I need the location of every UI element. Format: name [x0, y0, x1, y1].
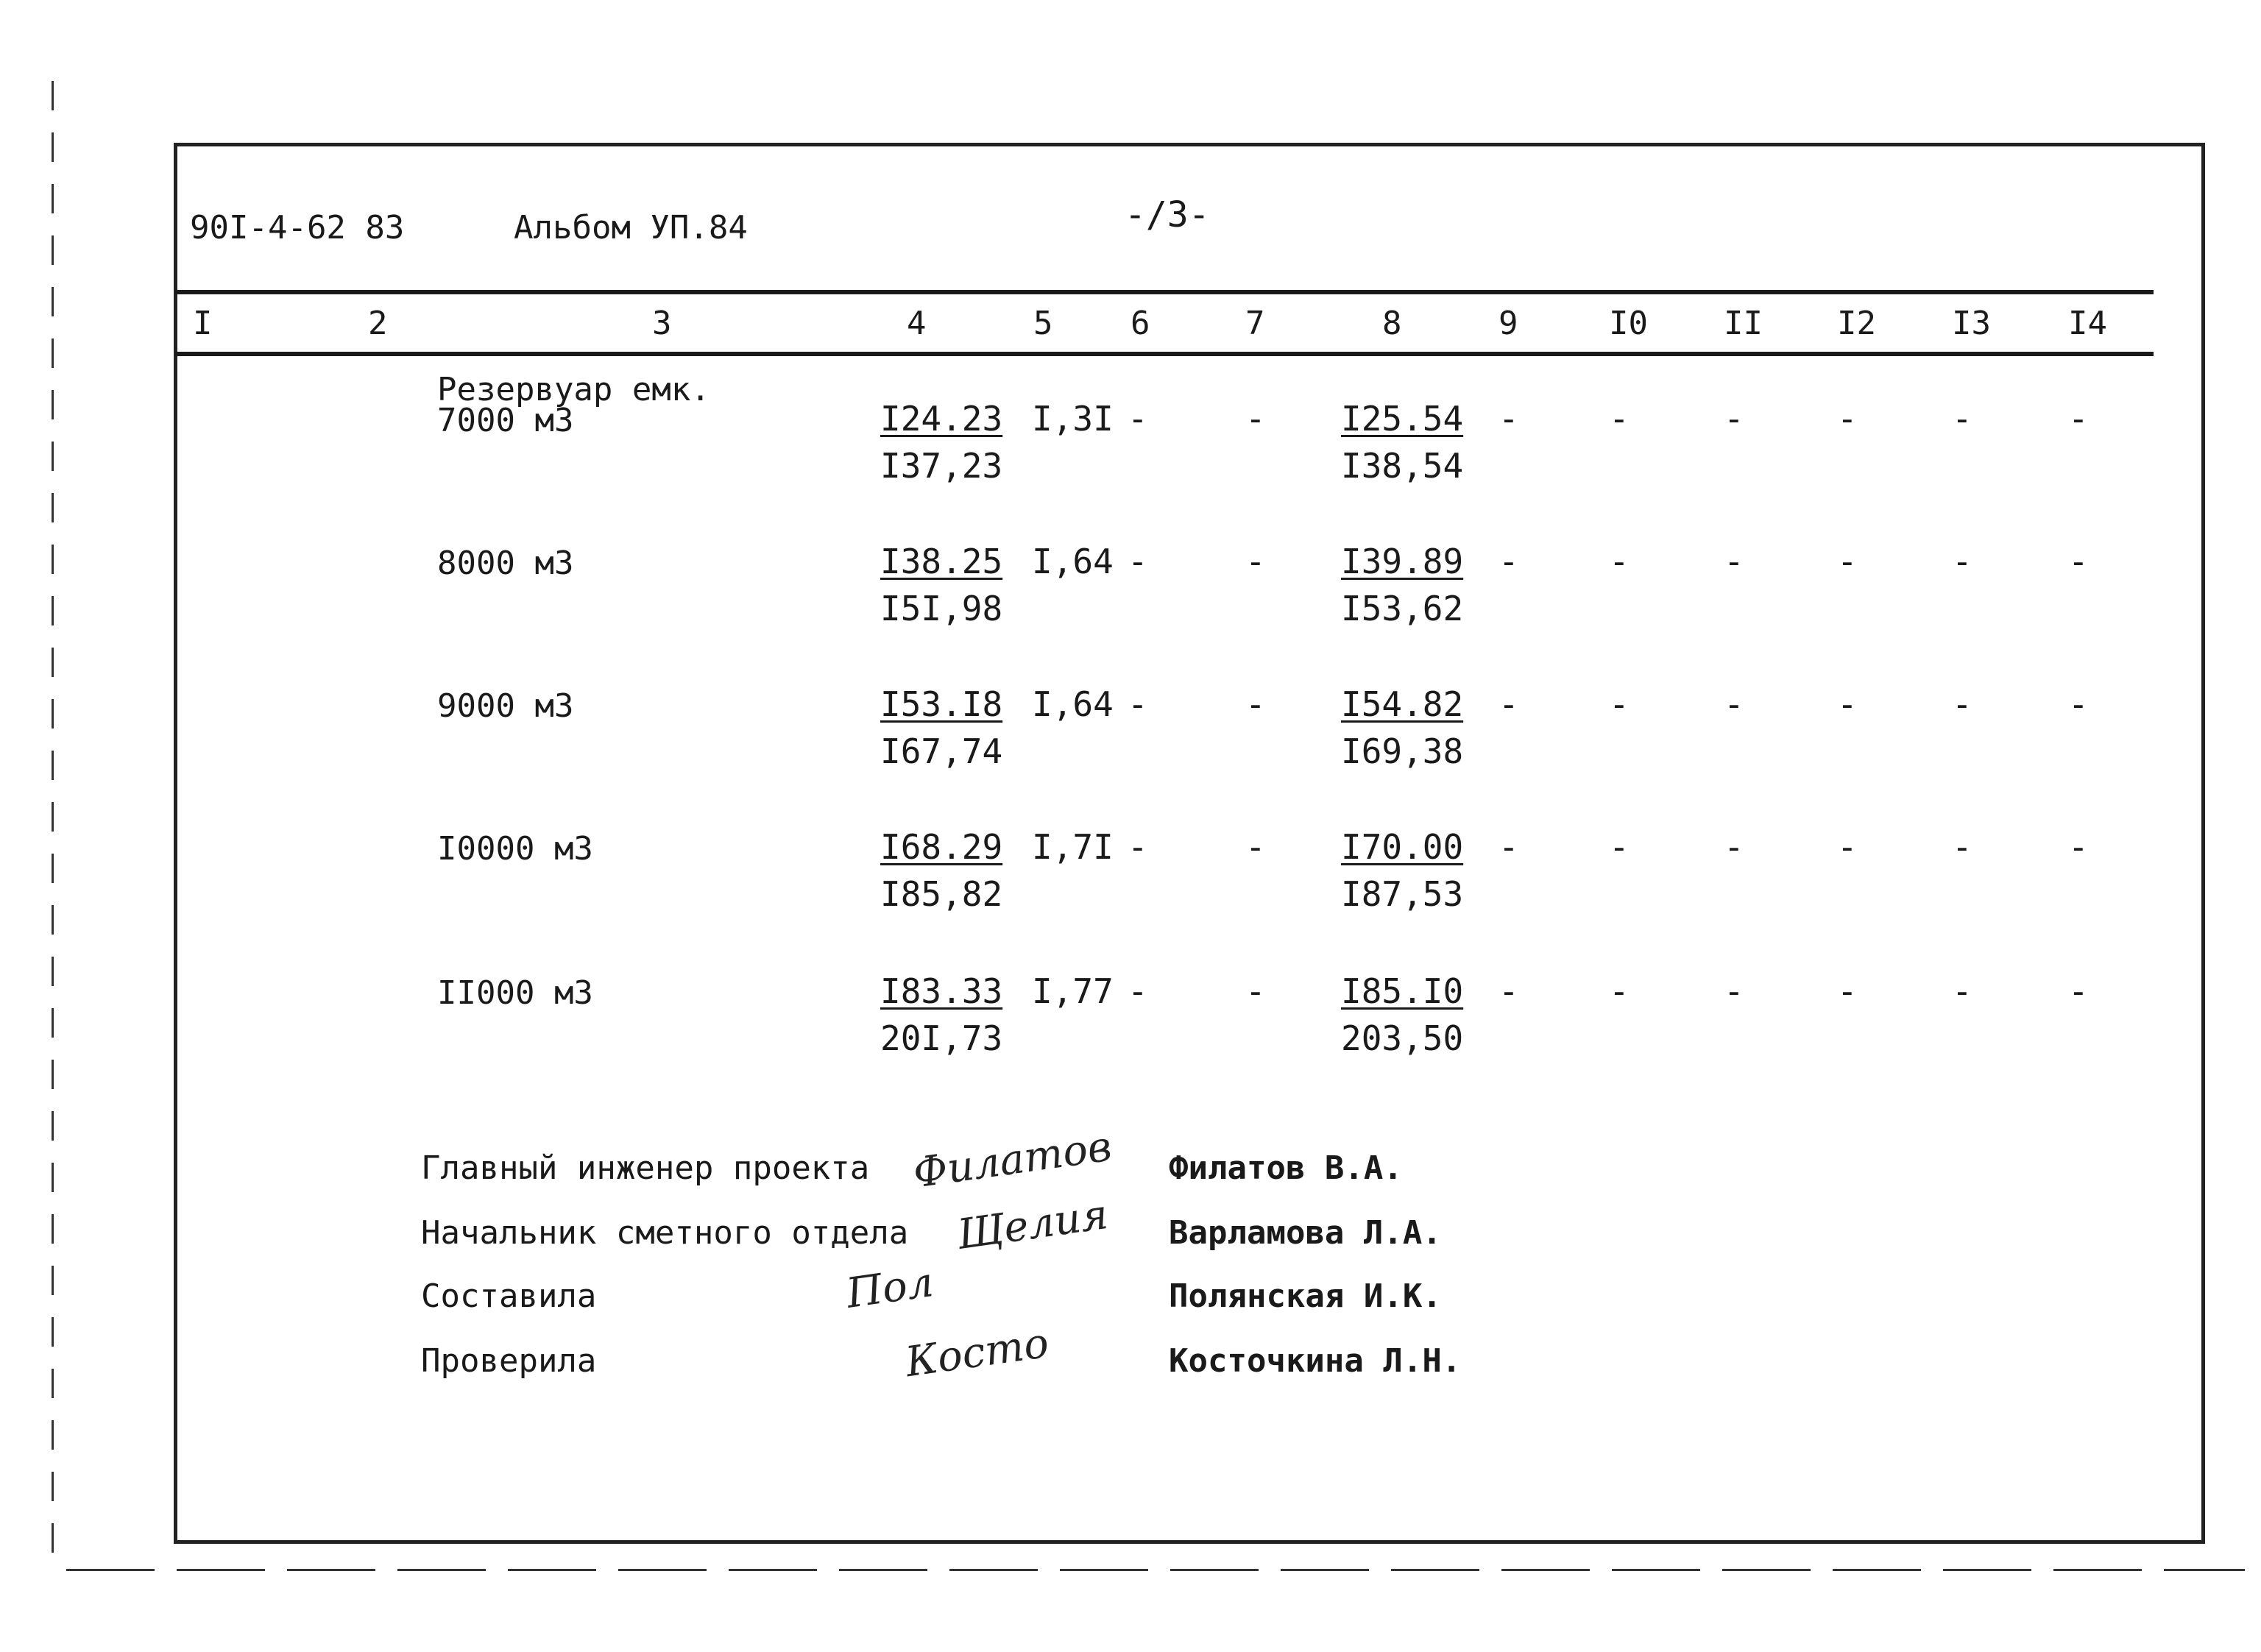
row-col10-dash: - — [1609, 827, 1630, 867]
scan-edge-bottom — [66, 1569, 2245, 1571]
row-col4-value-top: I68.29 — [880, 827, 1003, 867]
row-col8-value-bottom: I69,38 — [1341, 731, 1464, 771]
doc-code: 90I-4-62 83 — [190, 209, 405, 247]
row-col5-value: I,7I — [1032, 827, 1114, 867]
table-header-bottom-rule — [175, 352, 2154, 356]
column-header-12: I2 — [1837, 305, 1876, 342]
scan-edge-left — [52, 81, 54, 1553]
column-header-8: 8 — [1382, 305, 1402, 342]
handwritten-signature: Филатов — [910, 1122, 1115, 1198]
signature-role: Начальник сметного отдела — [421, 1214, 909, 1252]
row-col14-dash: - — [2068, 542, 2089, 581]
row-col10-dash: - — [1609, 684, 1630, 724]
column-header-11: II — [1724, 305, 1763, 342]
row-col14-dash: - — [2068, 827, 2089, 867]
row-col5-value: I,77 — [1032, 971, 1114, 1011]
column-header-7: 7 — [1245, 305, 1265, 342]
row-col13-dash: - — [1952, 684, 1972, 724]
column-header-14: I4 — [2068, 305, 2107, 342]
signature-role: Проверила — [421, 1342, 597, 1380]
row-col9-dash: - — [1499, 971, 1519, 1011]
row-col6-dash: - — [1128, 971, 1148, 1011]
row-col4-value-top: I53.I8 — [880, 684, 1003, 724]
row-col7-dash: - — [1245, 827, 1266, 867]
signature-name: Филатов В.А. — [1169, 1149, 1403, 1187]
row-col7-dash: - — [1245, 971, 1266, 1011]
row-col4-value-top: I83.33 — [880, 971, 1003, 1011]
row-col8-value-bottom: I53,62 — [1341, 589, 1464, 628]
signature-name: Полянская И.К. — [1169, 1277, 1442, 1315]
row-name: II000 м3 — [437, 974, 593, 1012]
column-header-2: 2 — [368, 305, 388, 342]
row-col9-dash: - — [1499, 399, 1519, 439]
signature-role: Главный инженер проекта — [421, 1149, 870, 1187]
row-name: 9000 м3 — [437, 687, 574, 725]
row-col8-value-bottom: 203,50 — [1341, 1018, 1464, 1058]
row-col13-dash: - — [1952, 542, 1972, 581]
row-col14-dash: - — [2068, 684, 2089, 724]
row-col7-dash: - — [1245, 684, 1266, 724]
column-header-9: 9 — [1499, 305, 1518, 342]
row-col11-dash: - — [1724, 827, 1744, 867]
row-col14-dash: - — [2068, 399, 2089, 439]
row-col8-value-top: I54.82 — [1341, 684, 1464, 724]
row-name: 7000 м3 — [437, 402, 574, 439]
row-col4-value-bottom: 20I,73 — [880, 1018, 1003, 1058]
row-col9-dash: - — [1499, 684, 1519, 724]
row-col14-dash: - — [2068, 971, 2089, 1011]
row-col11-dash: - — [1724, 542, 1744, 581]
row-col5-value: I,3I — [1032, 399, 1114, 439]
page-number: -/3- — [1125, 194, 1210, 235]
column-header-5: 5 — [1033, 305, 1053, 342]
table-header-top-rule — [175, 290, 2154, 294]
row-col6-dash: - — [1128, 684, 1148, 724]
row-col7-dash: - — [1245, 542, 1266, 581]
row-name: I0000 м3 — [437, 830, 593, 868]
row-col12-dash: - — [1837, 827, 1858, 867]
handwritten-signature: Костo — [902, 1319, 1052, 1387]
row-col10-dash: - — [1609, 542, 1630, 581]
row-col10-dash: - — [1609, 971, 1630, 1011]
signature-name: Варламова Л.А. — [1169, 1214, 1442, 1252]
album-label: Альбом УП.84 — [514, 209, 748, 247]
row-col8-value-top: I70.00 — [1341, 827, 1464, 867]
row-col8-value-bottom: I87,53 — [1341, 874, 1464, 914]
row-col8-value-bottom: I38,54 — [1341, 446, 1464, 486]
row-col4-value-top: I38.25 — [880, 542, 1003, 581]
row-col4-value-bottom: I67,74 — [880, 731, 1003, 771]
handwritten-signature: Щелия — [954, 1190, 1111, 1260]
row-col12-dash: - — [1837, 684, 1858, 724]
row-col13-dash: - — [1952, 399, 1972, 439]
row-col9-dash: - — [1499, 542, 1519, 581]
row-col6-dash: - — [1128, 542, 1148, 581]
column-header-13: I3 — [1952, 305, 1991, 342]
row-col10-dash: - — [1609, 399, 1630, 439]
row-col8-value-top: I39.89 — [1341, 542, 1464, 581]
row-col13-dash: - — [1952, 971, 1972, 1011]
row-col5-value: I,64 — [1032, 684, 1114, 724]
row-col11-dash: - — [1724, 971, 1744, 1011]
row-col13-dash: - — [1952, 827, 1972, 867]
row-col7-dash: - — [1245, 399, 1266, 439]
row-col6-dash: - — [1128, 827, 1148, 867]
row-col4-value-bottom: I85,82 — [880, 874, 1003, 914]
row-col4-value-top: I24.23 — [880, 399, 1003, 439]
row-name: 8000 м3 — [437, 545, 574, 582]
column-header-1: I — [193, 305, 213, 342]
row-col8-value-top: I25.54 — [1341, 399, 1464, 439]
row-col11-dash: - — [1724, 399, 1744, 439]
row-col8-value-top: I85.I0 — [1341, 971, 1464, 1011]
row-col12-dash: - — [1837, 399, 1858, 439]
row-col5-value: I,64 — [1032, 542, 1114, 581]
signature-name: Косточкина Л.Н. — [1169, 1342, 1462, 1380]
row-col11-dash: - — [1724, 684, 1744, 724]
row-col12-dash: - — [1837, 542, 1858, 581]
row-col4-value-bottom: I37,23 — [880, 446, 1003, 486]
column-header-6: 6 — [1130, 305, 1150, 342]
row-col12-dash: - — [1837, 971, 1858, 1011]
column-header-3: 3 — [652, 305, 672, 342]
row-col9-dash: - — [1499, 827, 1519, 867]
column-header-4: 4 — [907, 305, 927, 342]
row-col4-value-bottom: I5I,98 — [880, 589, 1003, 628]
section-title: Резервуар емк. — [437, 371, 710, 408]
row-col6-dash: - — [1128, 399, 1148, 439]
column-header-10: I0 — [1609, 305, 1648, 342]
handwritten-signature: Пол — [843, 1258, 937, 1318]
signature-role: Составила — [421, 1277, 597, 1315]
